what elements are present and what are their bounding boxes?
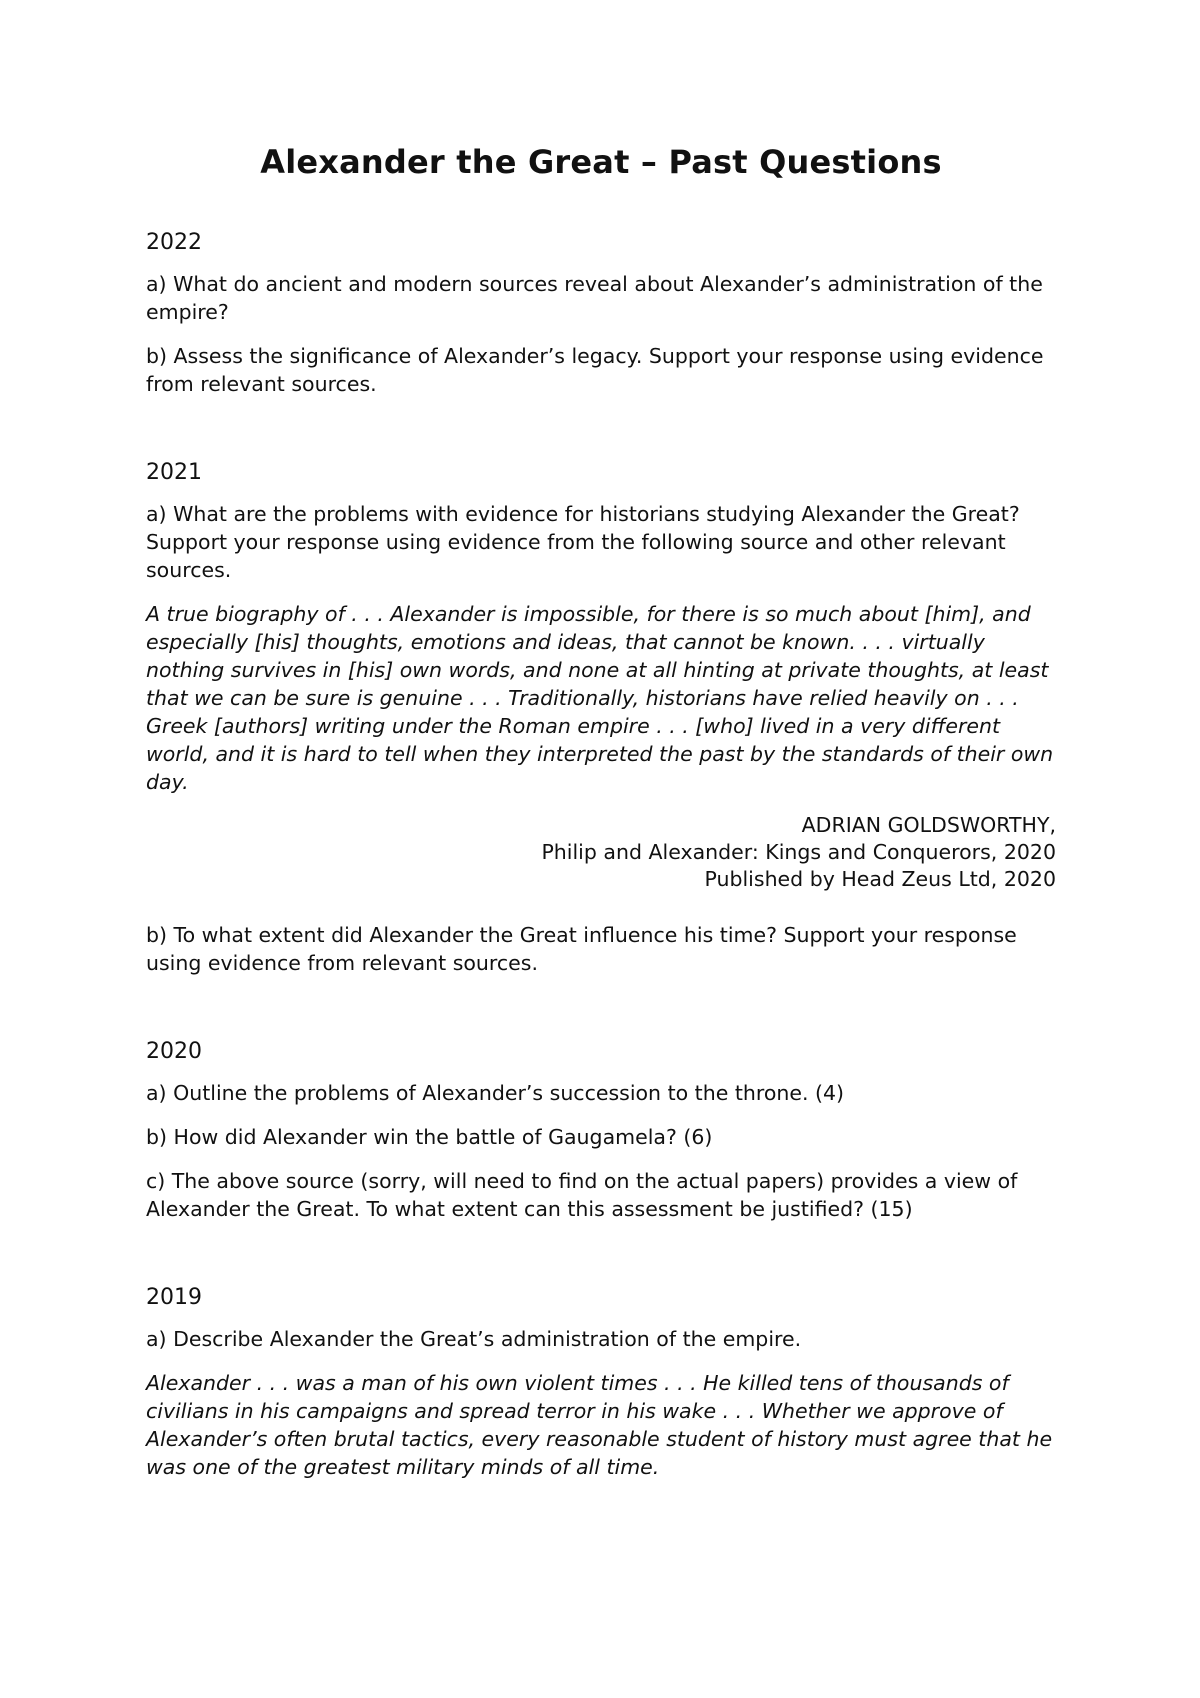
attribution-author: ADRIAN GOLDSWORTHY, [801, 813, 1056, 837]
question-b: b) To what extent did Alexander the Great influence his time? Support your response using evidence from relevant sources. [146, 923, 1017, 975]
question-a: a) Outline the problems of Alexander’s succession to the throne. (4) [146, 1081, 845, 1105]
question-c: c) The above source (sorry, will need to find on the actual papers) provides a view of Alexander the Great. To what extent can this assessment be justified? (15) [146, 1169, 1018, 1221]
section-2022 [146, 228, 1056, 398]
section-2021 [146, 458, 1056, 977]
year-heading: 2021 [146, 460, 202, 485]
year-heading: 2019 [146, 1285, 202, 1310]
question-b: b) How did Alexander win the battle of Gaugamela? (6) [146, 1125, 713, 1149]
question-a: a) What do ancient and modern sources reveal about Alexander’s administration of the empire? [146, 272, 1043, 324]
section-spacer [146, 414, 1056, 458]
section-spacer [146, 993, 1056, 1037]
page-title: Alexander the Great – Past Questions [260, 143, 942, 181]
section-2020 [146, 1037, 1056, 1223]
attribution-work: Philip and Alexander: Kings and Conquerors, 2020 [541, 840, 1056, 864]
section-2019 [146, 1283, 1056, 1481]
section-spacer [146, 1239, 1056, 1283]
year-heading: 2020 [146, 1039, 202, 1064]
year-heading: 2022 [146, 230, 202, 255]
question-a: a) What are the problems with evidence for historians studying Alexander the Great? Support your response using evidence from the following source and other relevant sources. [146, 502, 1020, 582]
source-quote: A true biography of . . . Alexander is impossible, for there is so much about [him], and especially [his] thoughts, emotions and ideas, that cannot be known. . . . virtually nothing survives in [his] own words, and none at all hinting at private thoughts, at least that we can be sure is genuine . . . Traditionally, historians have relied heavily on . . . Greek [authors] writing under the Roman empire . . . [who] lived in a very different world, and it is hard to tell when they interpreted the past by the standards of their own day. [146, 602, 1054, 794]
document-page [146, 140, 1056, 1497]
source-quote: Alexander . . . was a man of his own violent times . . . He killed tens of thousands of civilians in his campaigns and spread terror in his wake . . . Whether we approve of Alexander’s often brutal tactics, every reasonable student of history must agree that he was one of the greatest military minds of all time. [146, 1371, 1053, 1479]
attribution-publisher: Published by Head Zeus Ltd, 2020 [704, 867, 1056, 891]
source-attribution [146, 812, 1056, 893]
question-a: a) Describe Alexander the Great’s administration of the empire. [146, 1327, 802, 1351]
question-b: b) Assess the significance of Alexander’s legacy. Support your response using evidence from relevant sources. [146, 344, 1044, 396]
